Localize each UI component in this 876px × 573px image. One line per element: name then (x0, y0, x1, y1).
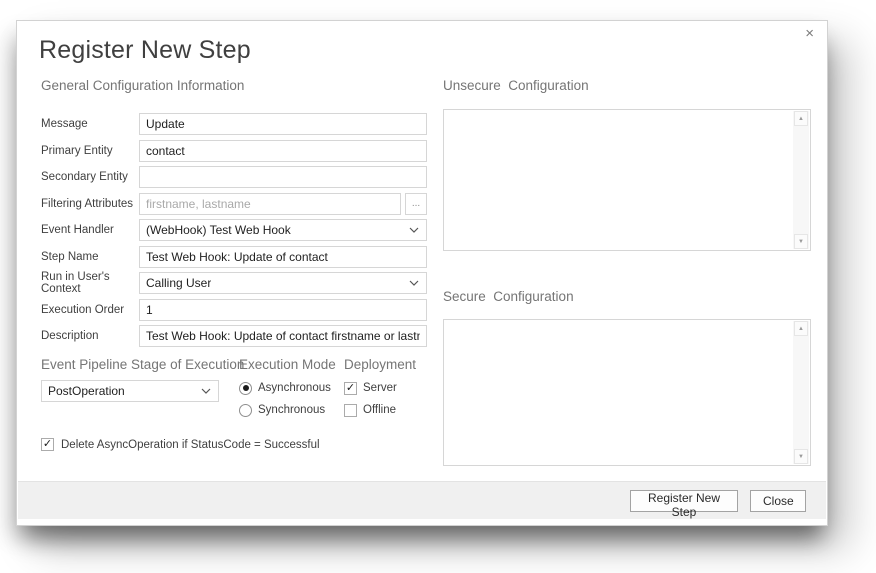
scroll-up-icon[interactable]: ▲ (794, 111, 808, 126)
checkbox-checked-icon: ✓ (345, 381, 356, 394)
asynchronous-label: Asynchronous (258, 382, 331, 394)
checkbox-checked-icon: ✓ (42, 438, 53, 450)
run-in-users-context-value: Calling User (146, 276, 212, 290)
server-label: Server (363, 382, 397, 394)
execution-mode-column (239, 357, 336, 424)
general-configuration-header: General Configuration Information (41, 78, 245, 93)
pipeline-stage-select[interactable] (41, 380, 219, 402)
radio-asynchronous[interactable] (239, 380, 336, 396)
scrollbar[interactable] (793, 111, 809, 249)
close-button[interactable]: Close (750, 490, 806, 512)
unsecure-configuration-header: Unsecure Configuration (443, 78, 589, 93)
event-handler-value: (WebHook) Test Web Hook (146, 223, 291, 237)
footer-bar (18, 481, 826, 519)
step-name-input[interactable] (139, 246, 427, 268)
general-fields (41, 113, 427, 352)
scroll-up-icon[interactable]: ▲ (794, 321, 808, 336)
secure-configuration-header: Secure Configuration (443, 289, 574, 304)
run-in-users-context-row (41, 272, 427, 294)
event-handler-select[interactable] (139, 219, 427, 241)
pipeline-stage-header: Event Pipeline Stage of Execution (41, 357, 245, 372)
chevron-down-icon (409, 280, 419, 286)
radio-synchronous[interactable] (239, 402, 336, 418)
pipeline-stage-value: PostOperation (48, 384, 125, 398)
deployment-header: Deployment (344, 357, 417, 372)
primary-entity-row (41, 140, 427, 162)
dialog-title: Register New Step (39, 36, 251, 64)
checkbox-offline[interactable] (344, 402, 416, 418)
message-input[interactable] (139, 113, 427, 135)
filtering-attributes-input[interactable] (139, 193, 401, 215)
filtering-attributes-label: Filtering Attributes (41, 197, 134, 210)
secure-configuration-box (443, 319, 811, 466)
filtering-attributes-row (41, 193, 427, 215)
register-new-step-button[interactable]: Register New Step (630, 490, 738, 512)
event-handler-label: Event Handler (41, 224, 114, 236)
checkbox-server[interactable] (344, 380, 416, 396)
checkbox-unchecked-icon (344, 404, 357, 417)
scroll-down-icon[interactable]: ▼ (794, 234, 808, 249)
chevron-down-icon (409, 227, 419, 233)
execution-order-input[interactable] (139, 299, 427, 321)
primary-entity-label: Primary Entity (41, 144, 113, 157)
secondary-entity-label: Secondary Entity (41, 171, 128, 183)
execution-order-label: Execution Order (41, 303, 125, 316)
pipeline-stage-column (41, 357, 245, 402)
radio-icon (239, 382, 252, 395)
secondary-entity-input[interactable] (139, 166, 427, 188)
chevron-down-icon (201, 388, 211, 394)
filtering-attributes-browse-button[interactable]: ... (405, 193, 427, 215)
description-input[interactable] (139, 325, 427, 347)
secondary-entity-row (41, 166, 427, 188)
description-row (41, 325, 427, 347)
message-row (41, 113, 427, 135)
secure-configuration-textarea[interactable] (444, 320, 793, 465)
close-icon[interactable]: × (805, 25, 814, 42)
stage-mode-deployment-group (41, 357, 433, 431)
description-label: Description (41, 330, 99, 342)
scrollbar[interactable] (793, 321, 809, 464)
step-name-label: Step Name (41, 250, 99, 263)
unsecure-configuration-box (443, 109, 811, 251)
message-label: Message (41, 118, 88, 130)
checkbox-delete-asyncoperation[interactable] (41, 438, 320, 451)
execution-mode-header: Execution Mode (239, 357, 336, 372)
run-in-users-context-select[interactable] (139, 272, 427, 294)
synchronous-label: Synchronous (258, 404, 326, 416)
run-in-users-context-label: Run in User's Context (41, 271, 110, 295)
offline-label: Offline (363, 404, 397, 416)
delete-asyncoperation-label: Delete AsyncOperation if StatusCode = Successful (61, 438, 320, 451)
deployment-column (344, 357, 416, 424)
event-handler-row (41, 219, 427, 241)
radio-icon (239, 404, 252, 417)
primary-entity-input[interactable] (139, 140, 427, 162)
unsecure-configuration-textarea[interactable] (444, 110, 793, 250)
register-new-step-dialog (16, 20, 828, 526)
execution-order-row (41, 299, 427, 321)
scroll-down-icon[interactable]: ▼ (794, 449, 808, 464)
step-name-row (41, 246, 427, 268)
